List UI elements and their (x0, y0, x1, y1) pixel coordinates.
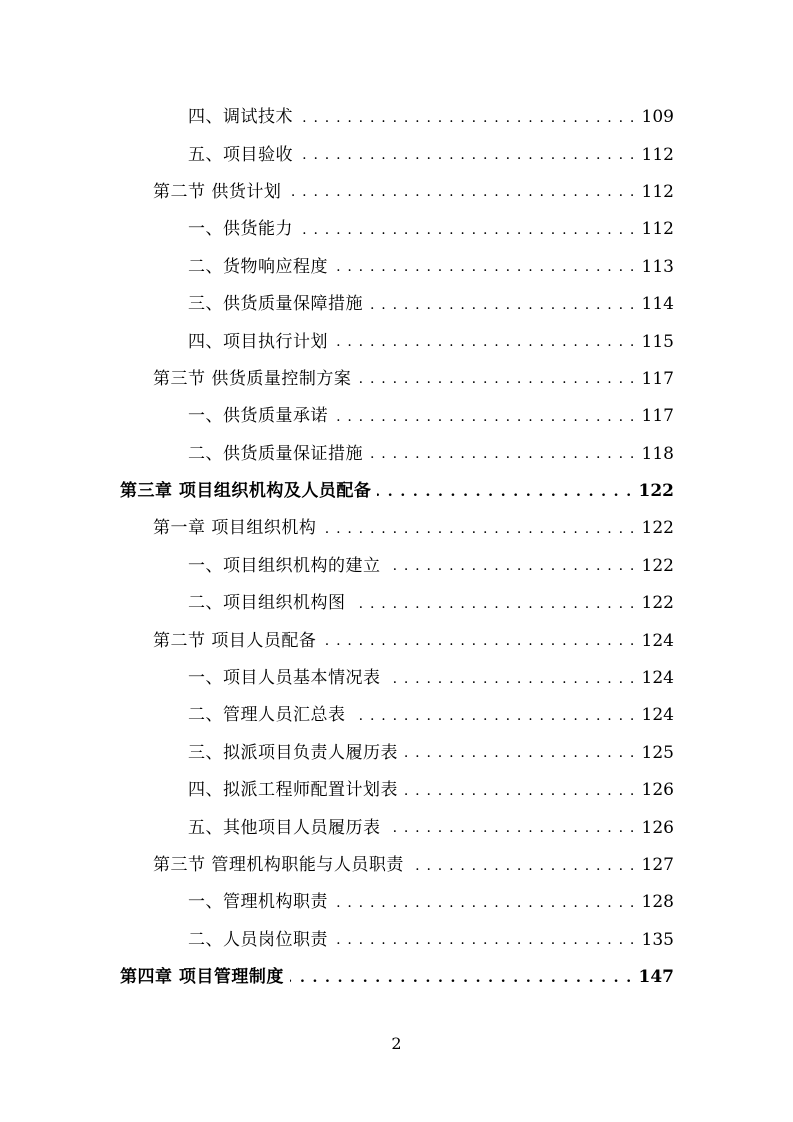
toc-dot-leader (287, 182, 635, 202)
toc-section-entry[interactable] (0, 847, 793, 884)
toc-entry-page-number: 113 (641, 256, 674, 277)
toc-subsection-entry[interactable] (0, 136, 793, 173)
toc-subsection-entry[interactable] (0, 286, 793, 323)
toc-section-entry[interactable] (0, 174, 793, 211)
toc-dot-leader (352, 706, 636, 726)
toc-dot-leader (299, 108, 636, 128)
toc-subsection-entry[interactable] (0, 735, 793, 772)
toc-entry-page-number: 126 (641, 817, 674, 838)
toc-subsection-entry[interactable] (0, 323, 793, 360)
toc-entry-page-number: 122 (641, 518, 674, 539)
toc-dot-leader (334, 407, 636, 427)
toc-entry-page-number: 126 (641, 780, 674, 801)
toc-entry-title: 二、管理人员汇总表 (188, 705, 346, 726)
toc-entry-title: 四、拟派工程师配置计划表 (188, 780, 398, 801)
toc-dot-leader (334, 257, 636, 277)
toc-entry-page-number: 122 (641, 593, 674, 614)
toc-entry-title: 一、项目人员基本情况表 (188, 668, 381, 689)
toc-dot-leader (404, 743, 636, 763)
toc-entry-page-number: 115 (641, 331, 674, 352)
toc-subsection-entry[interactable] (0, 548, 793, 585)
toc-subsection-entry[interactable] (0, 884, 793, 921)
toc-dot-leader (352, 594, 636, 614)
toc-subsection-entry[interactable] (0, 398, 793, 435)
toc-entry-title: 四、项目执行计划 (188, 331, 328, 352)
toc-entry-page-number: 124 (641, 705, 674, 726)
toc-dot-leader (334, 332, 636, 352)
toc-entry-title: 二、项目组织机构图 (188, 593, 346, 614)
toc-entry-page-number: 147 (638, 967, 674, 988)
toc-dot-leader (322, 519, 635, 539)
toc-entry-page-number: 127 (641, 855, 674, 875)
toc-section-entry[interactable] (0, 622, 793, 659)
toc-entry-page-number: 124 (641, 668, 674, 689)
toc-dot-leader (334, 893, 636, 913)
toc-entry-title: 第二节 项目人员配备 (153, 630, 317, 651)
toc-entry-page-number: 118 (641, 443, 674, 464)
toc-dot-leader (410, 856, 636, 876)
toc-entry-title: 第一章 项目组织机构 (153, 518, 317, 539)
toc-entry-page-number: 122 (641, 555, 674, 576)
toc-dot-leader (299, 220, 636, 240)
toc-subsection-entry[interactable] (0, 697, 793, 734)
page-number: 2 (391, 1034, 402, 1053)
toc-dot-leader (387, 818, 636, 838)
toc-dot-leader (387, 556, 636, 576)
table-of-contents (0, 99, 793, 996)
toc-entry-page-number: 117 (641, 406, 674, 427)
toc-entry-page-number: 117 (641, 368, 674, 389)
toc-dot-leader (369, 295, 636, 315)
toc-entry-title: 三、供货质量保障措施 (188, 294, 363, 315)
toc-section-entry[interactable] (0, 510, 793, 547)
toc-entry-title: 第二节 供货计划 (153, 181, 282, 202)
toc-dot-leader (357, 369, 635, 389)
toc-entry-title: 一、项目组织机构的建立 (188, 555, 381, 576)
toc-subsection-entry[interactable] (0, 585, 793, 622)
toc-subsection-entry[interactable] (0, 809, 793, 846)
toc-subsection-entry[interactable] (0, 436, 793, 473)
toc-subsection-entry[interactable] (0, 211, 793, 248)
toc-subsection-entry[interactable] (0, 99, 793, 136)
toc-chapter-entry[interactable] (0, 473, 793, 510)
toc-section-entry[interactable] (0, 361, 793, 398)
toc-entry-page-number: 114 (641, 294, 674, 315)
toc-entry-title: 一、供货质量承诺 (188, 406, 328, 427)
toc-entry-page-number: 109 (641, 107, 674, 128)
toc-dot-leader (334, 930, 636, 950)
toc-entry-page-number: 128 (641, 892, 674, 913)
toc-dot-leader (377, 482, 632, 502)
toc-dot-leader (369, 444, 636, 464)
toc-entry-page-number: 125 (641, 742, 674, 763)
toc-entry-title: 二、人员岗位职责 (188, 929, 328, 950)
toc-entry-title: 二、供货质量保证措施 (188, 443, 363, 464)
toc-entry-title: 四、调试技术 (188, 107, 293, 128)
toc-entry-title: 一、供货能力 (188, 219, 293, 240)
toc-dot-leader (322, 631, 635, 651)
toc-entry-page-number: 122 (638, 481, 674, 502)
toc-entry-title: 二、货物响应程度 (188, 256, 328, 277)
toc-entry-title: 三、拟派项目负责人履历表 (188, 742, 398, 763)
toc-dot-leader (290, 968, 633, 988)
toc-entry-page-number: 135 (641, 929, 674, 950)
toc-subsection-entry[interactable] (0, 249, 793, 286)
toc-entry-title: 五、其他项目人员履历表 (188, 817, 381, 838)
toc-entry-title: 第三节 管理机构职能与人员职责 (153, 855, 404, 875)
toc-dot-leader (299, 145, 636, 165)
toc-entry-page-number: 124 (641, 630, 674, 651)
toc-subsection-entry[interactable] (0, 660, 793, 697)
toc-entry-title: 第四章 项目管理制度 (120, 967, 284, 988)
toc-entry-title: 五、项目验收 (188, 144, 293, 165)
toc-entry-title: 一、管理机构职责 (188, 892, 328, 913)
toc-subsection-entry[interactable] (0, 922, 793, 959)
toc-entry-page-number: 112 (641, 219, 674, 240)
toc-entry-page-number: 112 (641, 181, 674, 202)
toc-chapter-entry[interactable] (0, 959, 793, 996)
toc-dot-leader (404, 781, 636, 801)
toc-dot-leader (387, 669, 636, 689)
toc-entry-title: 第三章 项目组织机构及人员配备 (120, 481, 372, 502)
toc-entry-title: 第三节 供货质量控制方案 (153, 368, 352, 389)
toc-subsection-entry[interactable] (0, 772, 793, 809)
toc-entry-page-number: 112 (641, 144, 674, 165)
